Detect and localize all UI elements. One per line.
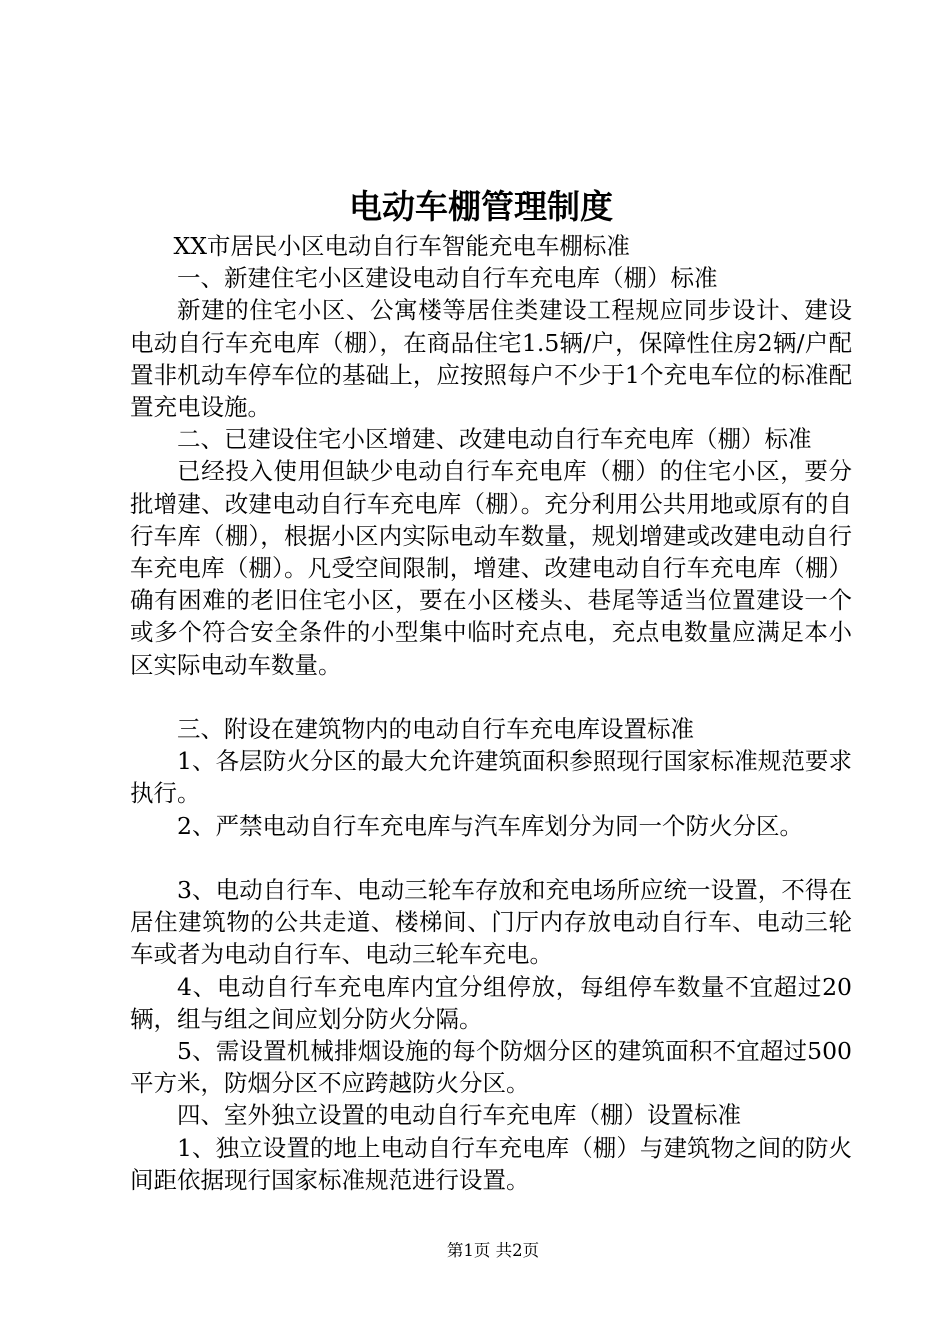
section-heading-2: 二、已建设住宅小区增建、改建电动自行车充电库（棚）标准 [177,425,812,454]
paragraph: 已经投入使用但缺少电动自行车充电库（棚）的住宅小区，要分批增建、改建电动自行车充电库（棚）。充分利用公共用地或原有的自行车库（棚），根据小区内实际电动车数量，规划增建或改建电动自行车充电库（棚）。凡受空间限制，增建、改建电动自行车充电库（棚）确有困难的老旧住宅小区，要在小区楼头、巷尾等适当位置建设一个或多个符合安全条件的小型集中临时充点电，充点电数量应满足本小区实际电动车数量。 [130,457,852,679]
list-item: 4、电动自行车充电库内宜分组停放，每组停车数量不宜超过20辆，组与组之间应划分防火分隔。 [130,972,852,1033]
paragraph: 新建的住宅小区、公寓楼等居住类建设工程规应同步设计、建设电动自行车充电库（棚），在商品住宅1.5辆/户，保障性住房2辆/户配置非机动车停车位的基础上，应按照每户不少于1个充电车位的标准配置充电设施。 [130,296,852,422]
section-heading-3: 三、附设在建筑物内的电动自行车充电库设置标准 [177,715,694,744]
list-item: 3、电动自行车、电动三轮车存放和充电场所应统一设置，不得在居住建筑物的公共走道、楼梯间、门厅内存放电动自行车、电动三轮车或者为电动自行车、电动三轮车充电。 [130,876,852,969]
list-item: 5、需设置机械排烟设施的每个防烟分区的建筑面积不宜超过500平方米，防烟分区不应跨越防火分区。 [130,1037,852,1098]
page-footer: 第1页 共2页 [446,1241,540,1260]
section-heading-1: 一、新建住宅小区建设电动自行车充电库（棚）标准 [177,264,718,293]
paragraph-spacer [130,842,852,874]
list-item: 1、独立设置的地上电动自行车充电库（棚）与建筑物之间的防火间距依据现行国家标准规范进行设置。 [130,1133,852,1194]
paragraph-subtitle: XX市居民小区电动自行车智能充电车棚标准 [173,232,630,260]
paragraph-spacer [130,681,852,713]
document-body [130,230,852,1196]
section-heading-4: 四、室外独立设置的电动自行车充电库（棚）设置标准 [177,1101,741,1130]
list-item: 1、各层防火分区的最大允许建筑面积参照现行国家标准规范要求执行。 [130,747,852,808]
document-title: 电动车棚管理制度 [349,187,613,226]
list-item: 2、严禁电动自行车充电库与汽车库划分为同一个防火分区。 [177,811,803,840]
